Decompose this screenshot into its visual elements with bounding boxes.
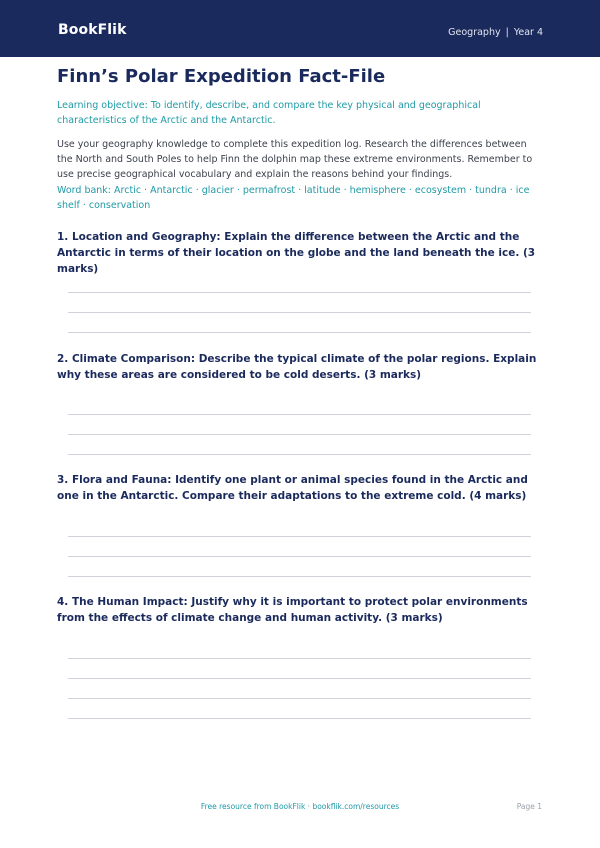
footer-credit: Free resource from BookFlik · bookflik.com/resources (200, 802, 400, 811)
brand-logo: BookFlik (58, 22, 127, 38)
answer-line[interactable] (68, 434, 531, 435)
answer-line[interactable] (68, 292, 531, 293)
header-meta (448, 27, 543, 38)
answer-line[interactable] (68, 454, 531, 455)
answer-line[interactable] (68, 718, 531, 719)
word-bank: Word bank: Arctic · Antarctic · glacier · permafrost · latitude · hemisphere · ecosystem · tundra · ice shelf · conservation (57, 185, 530, 211)
answer-line[interactable] (68, 556, 531, 557)
answer-line[interactable] (68, 414, 531, 415)
year-label: Year 4 (513, 27, 543, 38)
question-1: 1. Location and Geography: Explain the difference between the Arctic and the Antarctic in terms of their location on the globe and the land beneath the ice. (3 marks) (57, 231, 536, 275)
question-3: 3. Flora and Fauna: Identify one plant or animal species found in the Arctic and one in the Antarctic. Compare their adaptations to the extreme cold. (4 marks) (57, 474, 528, 502)
answer-line[interactable] (68, 312, 531, 313)
instructions-text: Use your geography knowledge to complete this expedition log. Research the differences between the North and South Poles to help Finn the dolphin map these extreme environments. Remember to use precise geographical vocabulary and explain the reasons behind your findings. (57, 139, 533, 180)
page-title: Finn’s Polar Expedition Fact-File (57, 66, 386, 87)
question-2: 2. Climate Comparison: Describe the typical climate of the polar regions. Explain why these areas are considered to be cold deserts. (3 marks) (57, 353, 537, 381)
learning-objective: Learning objective: To identify, describe, and compare the key physical and geographical characteristics of the Arctic and the Antarctic. (57, 100, 481, 126)
answer-line[interactable] (68, 698, 531, 699)
answer-line[interactable] (68, 576, 531, 577)
meta-separator: | (505, 27, 509, 38)
answer-line[interactable] (68, 658, 531, 659)
page-number: Page 1 (516, 802, 542, 811)
answer-line[interactable] (68, 678, 531, 679)
answer-line[interactable] (68, 536, 531, 537)
question-4: 4. The Human Impact: Justify why it is important to protect polar environments from the effects of climate change and human activity. (3 marks) (57, 596, 528, 624)
header-bar (0, 0, 600, 57)
answer-line[interactable] (68, 332, 531, 333)
subject-label: Geography (448, 27, 501, 38)
